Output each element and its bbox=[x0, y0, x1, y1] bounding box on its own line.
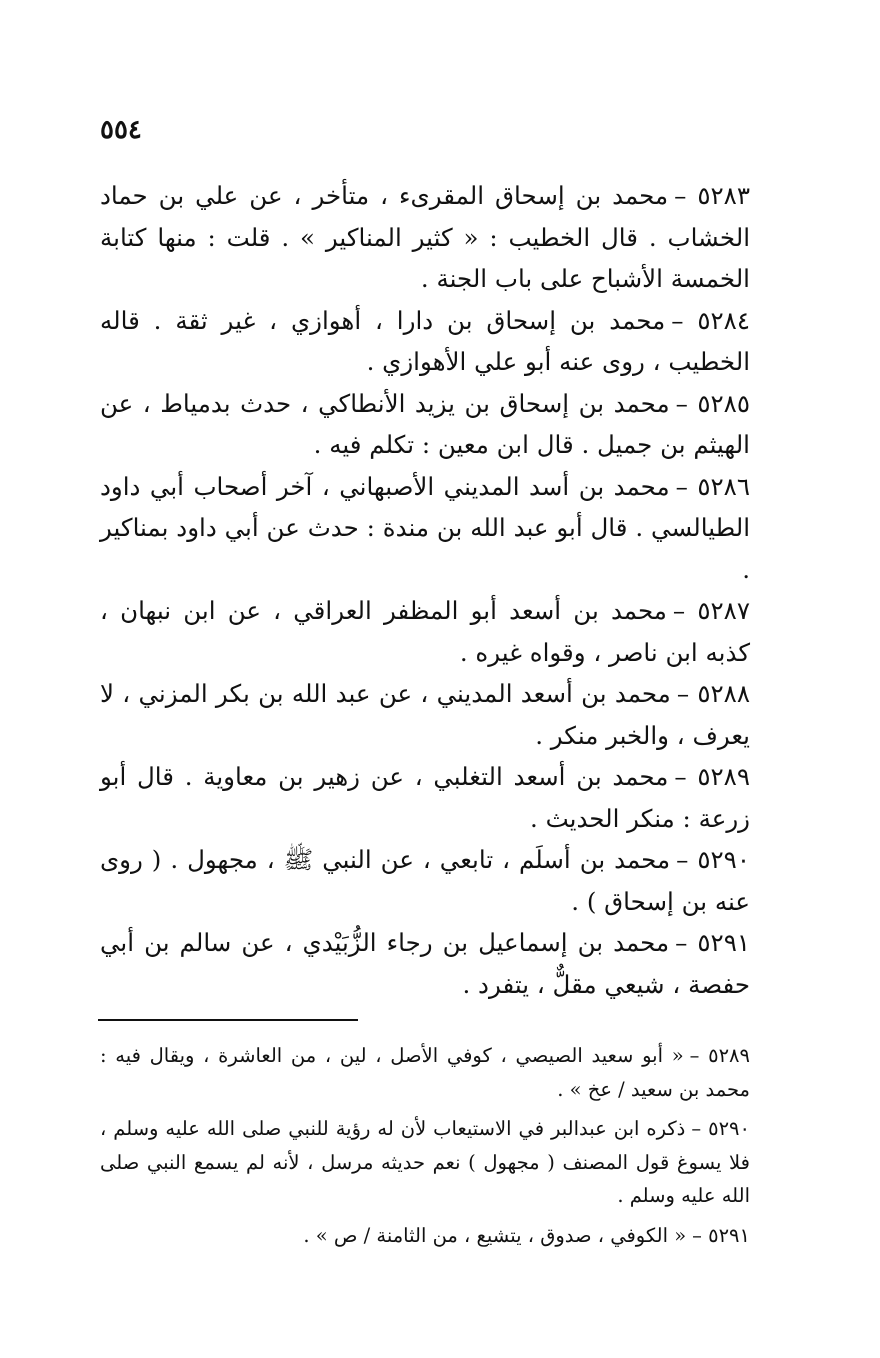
page-number: ٥٥٤ bbox=[100, 115, 142, 145]
footnote-text: « أبو سعيد الصيصي ، كوفي الأصل ، لين ، من العاشرة ، ويقال فيه : محمد بن سعيد / عخ » . bbox=[100, 1044, 750, 1101]
entry-number: ٥٢٨٤ – bbox=[671, 305, 750, 335]
entry-5286 bbox=[100, 466, 750, 591]
entry-5290 bbox=[100, 839, 750, 922]
footnotes bbox=[100, 1039, 750, 1252]
footnote-5289 bbox=[100, 1039, 750, 1106]
entry-5285 bbox=[100, 383, 750, 466]
entry-number: ٥٢٨٧ – bbox=[672, 596, 750, 625]
entry-number: ٥٢٨٨ – bbox=[676, 679, 750, 708]
footnote-text: ذكره ابن عبدالبر في الاستيعاب لأن له رؤية للنبي صلى الله عليه وسلم ، فلا يسوغ قول المصنف ( مجهول ) نعم حديثه مرسل ، لأنه لم يسمع النبي صلى الله عليه وسلم . bbox=[100, 1117, 750, 1207]
entries-list bbox=[100, 175, 750, 1005]
entry-text: محمد بن أسعد التغلبي ، عن زهير بن معاوية . قال أبو زرعة : منكر الحديث . bbox=[100, 762, 750, 833]
footnote-divider bbox=[98, 1019, 358, 1021]
footnote-5291 bbox=[100, 1219, 750, 1253]
entry-5283 bbox=[100, 175, 750, 300]
entry-5287 bbox=[100, 590, 750, 673]
entry-text: محمد بن أسعد المديني ، عن عبد الله بن بكر المزني ، لا يعرف ، والخبر منكر . bbox=[100, 679, 750, 750]
book-page bbox=[100, 115, 750, 1258]
footnote-5290 bbox=[100, 1112, 750, 1213]
entry-text: محمد بن أسعد أبو المظفر العراقي ، عن ابن نبهان ، كذبه ابن ناصر ، وقواه غيره . bbox=[100, 596, 750, 667]
entry-number: ٥٢٨٩ – bbox=[674, 762, 750, 791]
entry-5284 bbox=[100, 300, 750, 383]
entry-5289 bbox=[100, 756, 750, 839]
footnote-number: ٥٢٨٩ – bbox=[689, 1044, 751, 1067]
footnote-text: « الكوفي ، صدوق ، يتشيع ، من الثامنة / ص » . bbox=[303, 1223, 687, 1247]
entry-number: ٥٢٩٠ – bbox=[676, 845, 750, 874]
entry-number: ٥٢٨٣ – bbox=[674, 181, 750, 210]
entry-5291 bbox=[100, 922, 750, 1005]
entry-number: ٥٢٩١ – bbox=[675, 928, 751, 957]
entry-text: محمد بن إسحاق بن دارا ، أهوازي ، غير ثقة . قاله الخطيب ، روى عنه أبو علي الأهوازي . bbox=[100, 305, 750, 376]
entry-text: محمد بن إسحاق المقرىء ، متأخر ، عن علي بن حماد الخشاب . قال الخطيب : « كثير المناكير » . قلت : منها كتابة الخمسة الأشباح على باب الجنة . bbox=[100, 181, 750, 293]
footnote-number: ٥٢٩١ – bbox=[692, 1223, 750, 1247]
entry-text: محمد بن إسحاق بن يزيد الأنطاكي ، حدث بدمياط ، عن الهيثم بن جميل . قال ابن معين : تكلم فيه . bbox=[100, 388, 750, 459]
entry-text: محمد بن أسلَم ، تابعي ، عن النبي ﷺ ، مجهول . ( روى عنه بن إسحاق ) . bbox=[100, 845, 750, 916]
footnote-number: ٥٢٩٠ – bbox=[691, 1117, 750, 1140]
entry-number: ٥٢٨٦ – bbox=[675, 471, 750, 501]
entry-text: محمد بن إسماعيل بن رجاء الزُّبَيْدي ، عن سالم بن أبي حفصة ، شيعي مقلٌّ ، يتفرد . bbox=[100, 928, 750, 999]
entry-text: محمد بن أسد المديني الأصبهاني ، آخر أصحاب أبي داود الطيالسي . قال أبو عبد الله بن مندة : حدث عن أبي داود بمناكير . bbox=[100, 471, 750, 584]
entry-number: ٥٢٨٥ – bbox=[675, 388, 750, 418]
entry-5288 bbox=[100, 673, 750, 756]
